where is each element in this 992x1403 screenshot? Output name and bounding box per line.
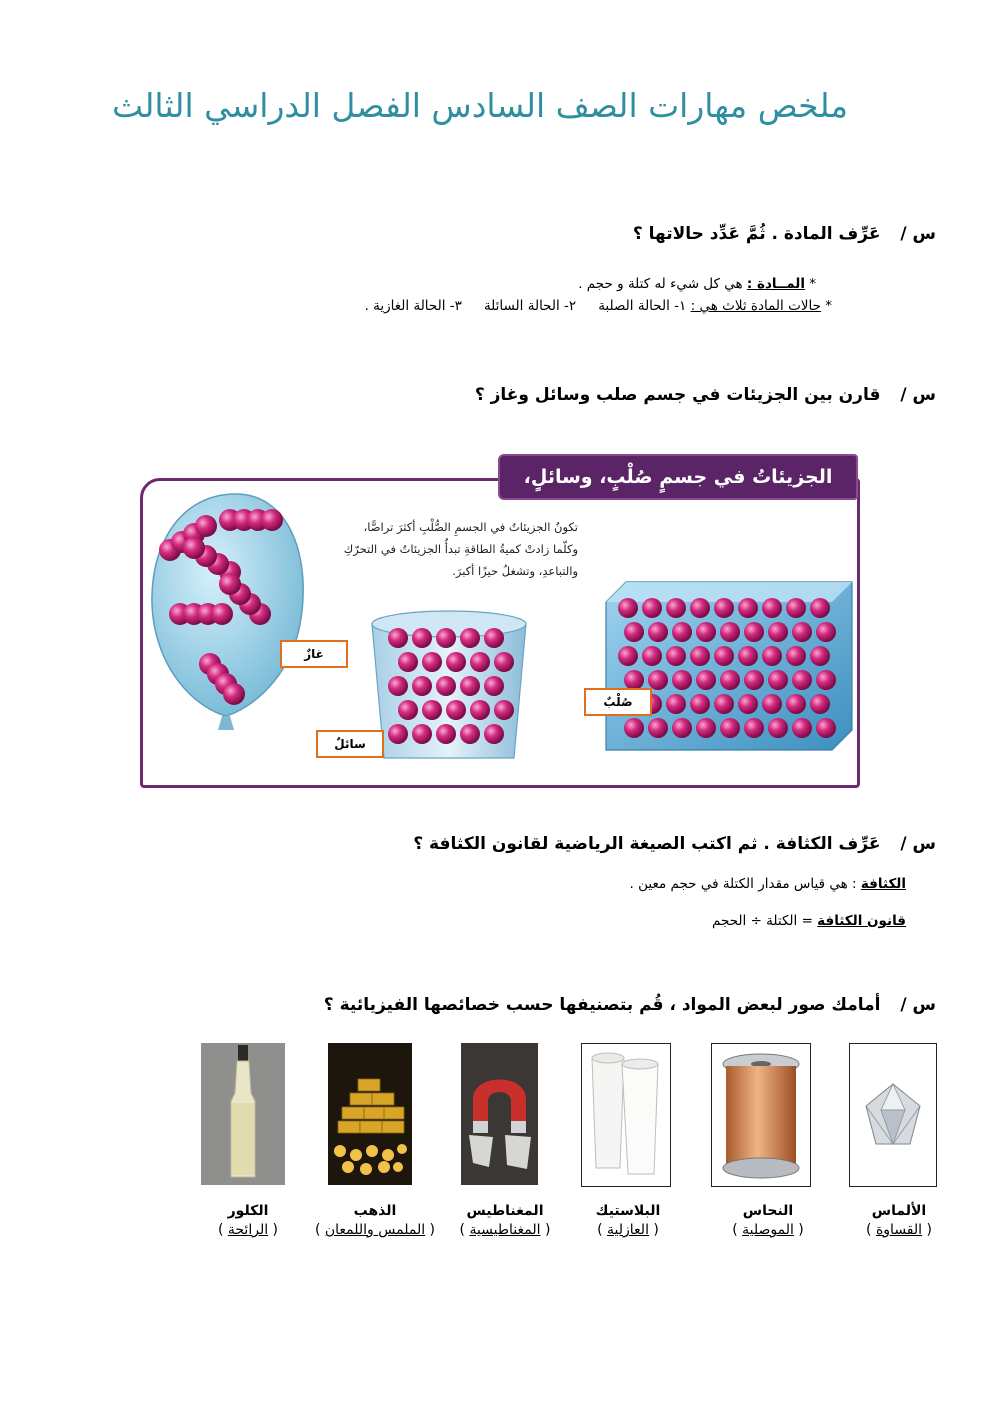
material-name: البلاستيك	[595, 1203, 661, 1219]
molecule	[714, 646, 734, 666]
material-name: النحاس	[742, 1203, 794, 1219]
cup-liquid	[372, 611, 526, 758]
magnet-icon	[461, 1043, 538, 1185]
molecule	[642, 598, 662, 618]
question-2	[475, 385, 936, 405]
molecule	[696, 670, 716, 690]
molecule	[436, 628, 456, 648]
molecule	[690, 646, 710, 666]
question-mark: س /	[900, 385, 936, 405]
material-name: الذهب	[353, 1203, 397, 1219]
molecule	[786, 598, 806, 618]
molecule	[195, 515, 217, 537]
molecule	[470, 652, 490, 672]
molecule	[261, 509, 283, 531]
plastic-cups-icon	[582, 1044, 670, 1186]
item-plastic	[563, 1203, 693, 1238]
molecule	[436, 676, 456, 696]
question-text: عَرِّف المادة . ثُمَّ عَدِّد حالاتها ؟	[632, 224, 881, 244]
density-term: الكثافة	[860, 876, 906, 892]
molecule	[484, 628, 504, 648]
item-magnet	[440, 1203, 570, 1238]
molecule	[436, 724, 456, 744]
material-property	[866, 1222, 932, 1238]
paren: (	[793, 1222, 804, 1238]
molecule	[494, 652, 514, 672]
molecule	[786, 646, 806, 666]
law-term: قانون الكثافة	[817, 913, 906, 929]
balloon-gas	[152, 494, 303, 730]
question-mark: س /	[900, 224, 936, 244]
question-text: قارن بين الجزيئات في جسم صلب وسائل وغاز ؟	[474, 385, 881, 405]
matter-definition	[578, 276, 816, 292]
molecule	[792, 718, 812, 738]
molecule	[446, 652, 466, 672]
molecule	[223, 683, 245, 705]
description-line: تكونُ الجزيئاتُ في الجسمِ الصُّلْبِ أكثرَ تراصًّا،	[363, 520, 578, 534]
molecule	[744, 670, 764, 690]
molecule	[810, 646, 830, 666]
material-property	[315, 1222, 435, 1238]
matter-states	[365, 298, 832, 314]
material-property	[597, 1222, 659, 1238]
molecule	[696, 622, 716, 642]
property-answer: المغناطيسية	[469, 1222, 541, 1238]
molecule	[810, 694, 830, 714]
item-diamond	[834, 1203, 964, 1238]
molecule	[768, 670, 788, 690]
question-mark: س /	[900, 995, 936, 1015]
molecule	[484, 724, 504, 744]
paren: )	[314, 1222, 325, 1238]
paren: (	[425, 1222, 436, 1238]
molecule	[412, 628, 432, 648]
diamond-image	[849, 1043, 937, 1187]
molecule	[738, 694, 758, 714]
molecule	[648, 718, 668, 738]
molecule	[786, 694, 806, 714]
law-text: = الكتلة ÷ الحجم	[712, 913, 818, 929]
molecule	[460, 628, 480, 648]
bullet: *	[804, 276, 816, 292]
label-gas: غازٌ	[280, 640, 348, 668]
matter-term: المــادة :	[746, 276, 805, 292]
molecule	[484, 676, 504, 696]
molecule	[398, 700, 418, 720]
molecule	[720, 670, 740, 690]
molecule	[618, 646, 638, 666]
molecule	[744, 718, 764, 738]
copper-image	[711, 1043, 811, 1187]
item-chlorine	[183, 1203, 313, 1238]
description-line: وكلّما زادتْ كميةُ الطاقةِ تبدأُ الجزيئاتُ في التحرّكِ	[343, 542, 578, 556]
molecule	[690, 694, 710, 714]
molecule	[398, 652, 418, 672]
paren: )	[597, 1222, 608, 1238]
molecule	[738, 598, 758, 618]
molecule	[762, 646, 782, 666]
property-answer: القساوة	[875, 1222, 923, 1238]
plastic-image	[581, 1043, 671, 1187]
molecule	[762, 694, 782, 714]
cube-solid	[606, 582, 852, 750]
molecule	[672, 718, 692, 738]
molecule	[720, 622, 740, 642]
molecule	[412, 724, 432, 744]
material-name: الألماس	[871, 1203, 927, 1219]
molecule	[422, 700, 442, 720]
density-law	[712, 913, 906, 929]
chlorine-image	[201, 1043, 285, 1185]
molecule	[762, 598, 782, 618]
states-term: حالات المادة ثلاث هي :	[690, 298, 821, 314]
diamond-icon	[850, 1044, 936, 1186]
item-copper	[703, 1203, 833, 1238]
molecule	[460, 676, 480, 696]
paren: )	[217, 1222, 228, 1238]
state-2: ٢- الحالة السائلة	[483, 298, 577, 314]
molecule	[624, 622, 644, 642]
molecule	[714, 694, 734, 714]
molecule	[470, 700, 490, 720]
paren: (	[268, 1222, 279, 1238]
molecule	[618, 598, 638, 618]
illustration-banner: الجزيئاتُ في جسمٍ صُلْبٍ، وسائلٍ، وغازٍ	[498, 454, 858, 500]
molecule	[714, 598, 734, 618]
molecule	[422, 652, 442, 672]
bullet: *	[820, 298, 832, 314]
gold-image	[328, 1043, 412, 1185]
state-1: ١- الحالة الصلبة	[598, 298, 691, 314]
molecule	[816, 670, 836, 690]
material-property	[460, 1222, 551, 1238]
molecule	[494, 700, 514, 720]
molecule	[816, 622, 836, 642]
molecule	[672, 670, 692, 690]
molecule	[624, 670, 644, 690]
question-4	[324, 995, 936, 1015]
property-answer: الملمس واللمعان	[324, 1222, 426, 1238]
molecule	[388, 628, 408, 648]
copper-spool-icon	[712, 1044, 810, 1186]
paren: )	[459, 1222, 470, 1238]
material-property	[732, 1222, 804, 1238]
gold-bars-icon	[328, 1043, 412, 1185]
molecule	[816, 718, 836, 738]
paren: (	[922, 1222, 932, 1238]
material-name: المغناطيس	[466, 1203, 544, 1219]
question-3	[413, 834, 936, 854]
item-gold	[305, 1203, 445, 1238]
paren: (	[648, 1222, 659, 1238]
paren: (	[540, 1222, 551, 1238]
molecule	[666, 598, 686, 618]
molecule	[211, 603, 233, 625]
page-title: ملخص مهارات الصف السادس الفصل الدراسي الثالث	[111, 86, 849, 125]
property-answer: الموصلية	[742, 1222, 794, 1238]
molecule	[768, 718, 788, 738]
states-drawing	[140, 454, 858, 786]
label-solid: صُلْبٌ	[584, 688, 652, 716]
molecule	[388, 724, 408, 744]
molecule	[666, 646, 686, 666]
description-line: والتباعدِ، وتشغلُ حيزًا أكبرَ.	[452, 564, 578, 578]
molecule	[460, 724, 480, 744]
question-1	[633, 224, 936, 244]
state-3: ٣- الحالة الغازية .	[364, 298, 462, 314]
molecule	[666, 694, 686, 714]
molecule	[648, 622, 668, 642]
magnet-image	[461, 1043, 538, 1185]
molecule	[219, 573, 241, 595]
paren: )	[866, 1222, 876, 1238]
density-text: : هي قياس مقدار الكتلة في حجم معين .	[629, 876, 861, 892]
density-definition	[630, 876, 906, 892]
label-liquid: سائلٌ	[316, 730, 384, 758]
question-mark: س /	[900, 834, 936, 854]
molecule	[672, 622, 692, 642]
molecule	[768, 622, 788, 642]
molecule	[642, 646, 662, 666]
molecule	[690, 598, 710, 618]
paren: )	[732, 1222, 743, 1238]
molecule	[810, 598, 830, 618]
molecules-illustration	[140, 454, 858, 786]
molecule	[183, 537, 205, 559]
matter-text: هي كل شيء له كتلة و حجم .	[578, 276, 747, 292]
property-answer: الرائحة	[227, 1222, 269, 1238]
molecule	[792, 670, 812, 690]
question-text: عَرِّف الكثافة . ثم اكتب الصيغة الرياضية لقانون الكثافة ؟	[413, 834, 881, 854]
molecule	[446, 700, 466, 720]
molecule	[648, 670, 668, 690]
property-answer: العازلية	[607, 1222, 649, 1238]
molecule	[696, 718, 716, 738]
chlorine-bottle-icon	[201, 1043, 285, 1185]
question-text: أمامك صور لبعض المواد ، قُم بتصنيفها حسب خصائصها الفيزيائية ؟	[323, 995, 881, 1015]
material-property	[218, 1222, 278, 1238]
molecule	[624, 718, 644, 738]
molecule	[744, 622, 764, 642]
molecule	[720, 718, 740, 738]
molecule	[412, 676, 432, 696]
molecule	[738, 646, 758, 666]
material-name: الكلور	[227, 1203, 269, 1219]
molecule	[388, 676, 408, 696]
molecule	[792, 622, 812, 642]
